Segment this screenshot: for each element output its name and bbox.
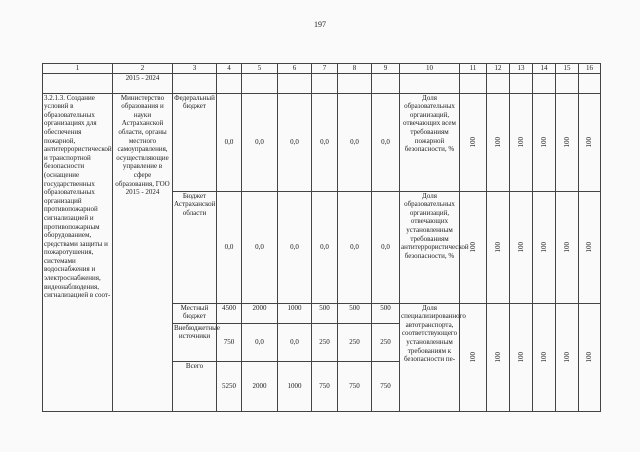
value-cell: 0,0: [338, 191, 372, 303]
value-cell: 0,0: [312, 191, 338, 303]
value-cell: 0,0: [278, 93, 312, 191]
target-cell: 100: [487, 191, 510, 303]
value-cell: 5250: [217, 361, 242, 411]
col-number: 3: [173, 64, 217, 74]
period-row: [43, 73, 601, 93]
value-cell: 0,0: [372, 191, 400, 303]
value-cell: 750: [217, 323, 242, 361]
value-cell: 0,0: [278, 323, 312, 361]
value-cell: 0,0: [242, 323, 278, 361]
value-cell: 0,0: [217, 191, 242, 303]
col-number: 6: [278, 64, 312, 74]
table-row: [43, 93, 601, 191]
funding-source: Внебюджетные источники: [173, 323, 217, 361]
col-number: 4: [217, 64, 242, 74]
value-cell: 1000: [278, 361, 312, 411]
target-cell: 100: [487, 93, 510, 191]
funding-source: Бюджет Астраханской области: [173, 191, 217, 303]
target-cell: 100: [460, 93, 487, 191]
value-cell: 750: [372, 361, 400, 411]
column-number-row: [43, 64, 601, 74]
funding-source: Всего: [173, 361, 217, 411]
value-cell: 0,0: [217, 93, 242, 191]
value-cell: 0,0: [242, 191, 278, 303]
task-cell: 3.2.1.3. Создание условий в образовательных организациях для обеспечения пожарной, антитеррористической и транспортной безопасности (оснащение государственных образовательных организаций противопожарной сигнализацией и противопожарным оборудованием, средствами защиты и пожаротушения, системами водоснабжения и электроснабжения, видеонаблюдения, сигнализацией в соот-: [43, 93, 113, 411]
col-number: 7: [312, 64, 338, 74]
value-cell: 750: [338, 361, 372, 411]
indicator-cell: Доля образовательных организаций, отвечающих установленным требованиям антитеррористической безопасности, %: [400, 191, 460, 303]
target-cell: 100: [533, 93, 556, 191]
target-cell: 100: [510, 93, 533, 191]
col-number: 5: [242, 64, 278, 74]
value-cell: 500: [338, 303, 372, 323]
target-cell: 100: [579, 93, 601, 191]
value-cell: 2000: [242, 361, 278, 411]
indicator-cell: Доля специализированного автотранспорта, соответствующего установленным требованиям к безопасности пе-: [400, 303, 460, 411]
value-cell: 0,0: [278, 191, 312, 303]
col-number: 14: [533, 64, 556, 74]
col-number: 16: [579, 64, 601, 74]
value-cell: 1000: [278, 303, 312, 323]
value-cell: 0,0: [338, 93, 372, 191]
funding-source: Федеральный бюджет: [173, 93, 217, 191]
target-cell: 100: [579, 303, 601, 411]
target-cell: 100: [510, 303, 533, 411]
target-cell: 100: [533, 191, 556, 303]
indicator-cell: Доля образовательных организаций, отвечающих всем требованиям пожарной безопасности, %: [400, 93, 460, 191]
value-cell: 0,0: [372, 93, 400, 191]
value-cell: 2000: [242, 303, 278, 323]
target-cell: 100: [556, 303, 579, 411]
value-cell: 0,0: [242, 93, 278, 191]
target-cell: 100: [510, 191, 533, 303]
value-cell: 250: [338, 323, 372, 361]
target-cell: 100: [533, 303, 556, 411]
value-cell: 750: [312, 361, 338, 411]
target-cell: 100: [460, 303, 487, 411]
col-number: 13: [510, 64, 533, 74]
col-number: 10: [400, 64, 460, 74]
value-cell: 0,0: [312, 93, 338, 191]
col-number: 11: [460, 64, 487, 74]
col-number: 2: [113, 64, 173, 74]
value-cell: 250: [372, 323, 400, 361]
col-number: 9: [372, 64, 400, 74]
value-cell: 4500: [217, 303, 242, 323]
target-cell: 100: [487, 303, 510, 411]
col-number: 8: [338, 64, 372, 74]
target-cell: 100: [460, 191, 487, 303]
value-cell: 500: [372, 303, 400, 323]
target-cell: 100: [556, 191, 579, 303]
target-cell: 100: [579, 191, 601, 303]
funding-source: Местный бюджет: [173, 303, 217, 323]
period-cell: 2015 - 2024: [113, 73, 173, 93]
col-number: 15: [556, 64, 579, 74]
program-table: [42, 63, 601, 412]
value-cell: 250: [312, 323, 338, 361]
page-number: 197: [314, 20, 326, 29]
col-number: 12: [487, 64, 510, 74]
target-cell: 100: [556, 93, 579, 191]
col-number: 1: [43, 64, 113, 74]
value-cell: 500: [312, 303, 338, 323]
executor-cell: Министерство образования и науки Астраханской области, органы местного самоуправления, осуществляющие управление в сфере образования, ГОО 2015 - 2024: [113, 93, 173, 411]
